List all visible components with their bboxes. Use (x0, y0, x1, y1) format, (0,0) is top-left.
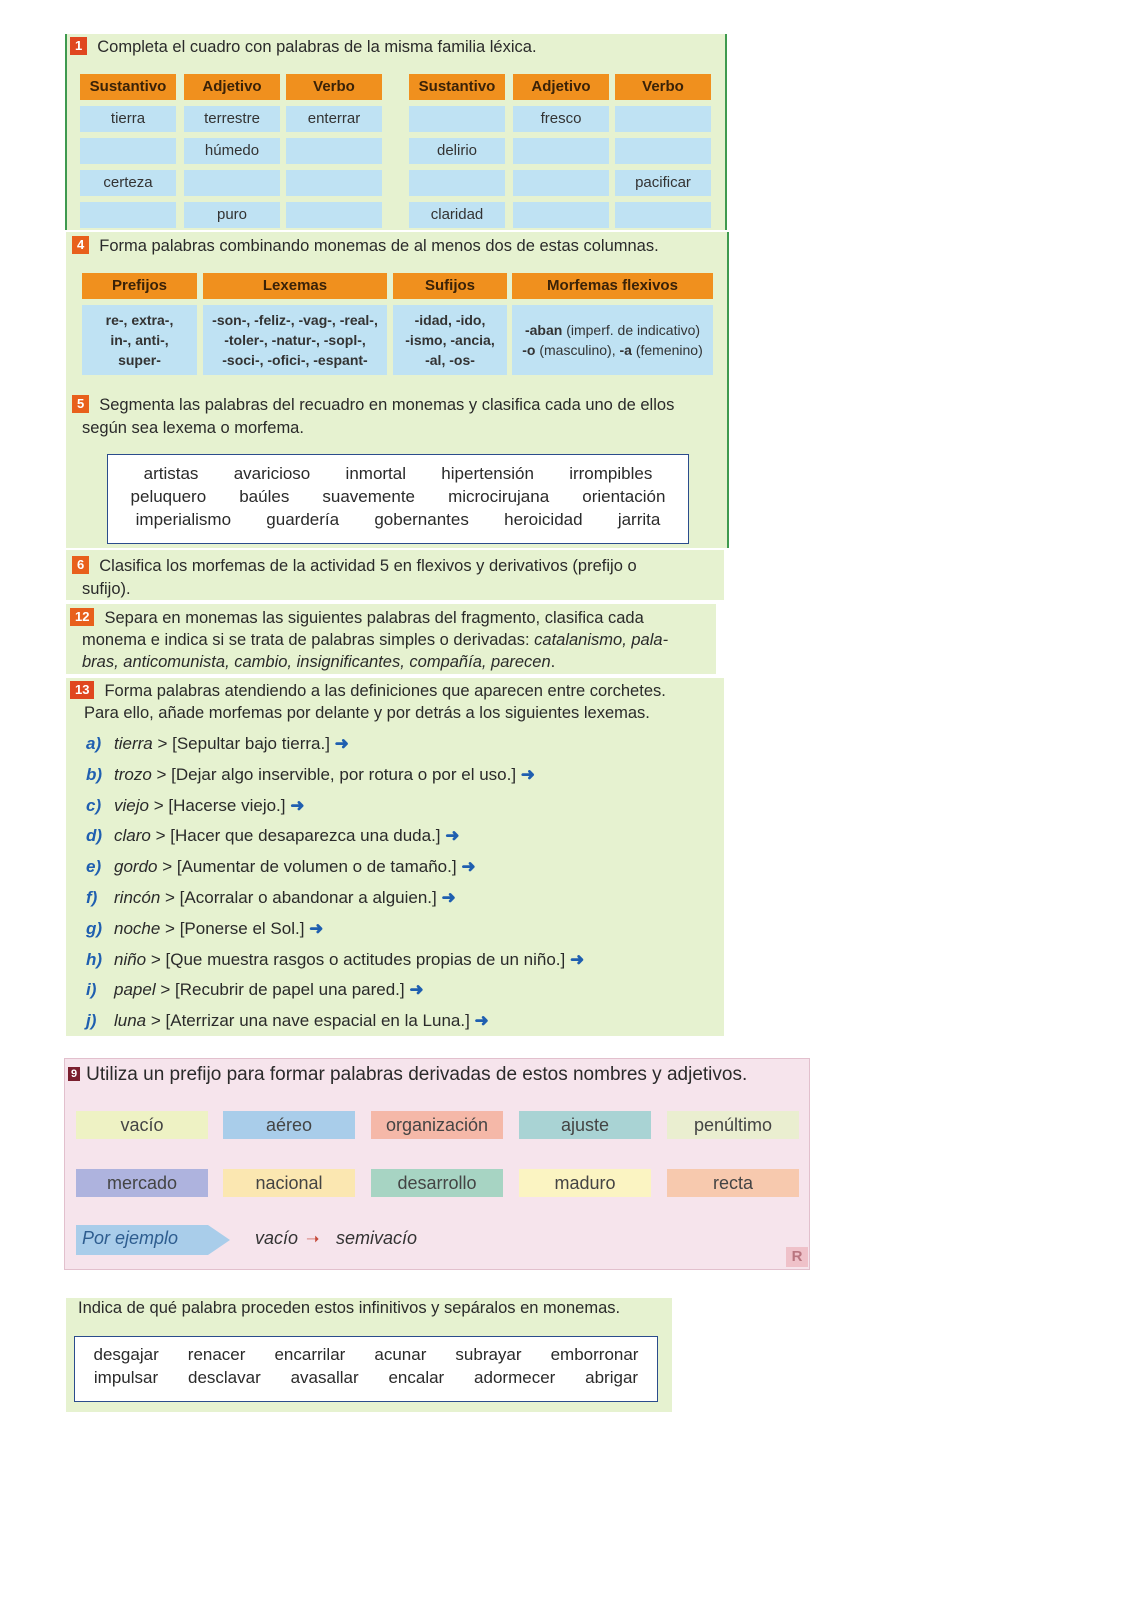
word-chip: nacional (223, 1169, 355, 1197)
word: gobernantes (374, 510, 469, 529)
item-letter: h) (86, 949, 103, 969)
exercise-12-line3 (82, 651, 555, 674)
word-chip: aéreo (223, 1111, 355, 1139)
table-cell (184, 170, 280, 196)
table-cell: enterrar (286, 106, 382, 132)
exercise-number: 6 (72, 556, 89, 574)
exercise-4-border (727, 232, 729, 548)
exercise-12-title (70, 607, 644, 630)
table-cell: húmedo (184, 138, 280, 164)
item-definition: > [Hacer que desaparezca una duda.] (150, 826, 446, 846)
exercise-13-title (70, 680, 666, 703)
table-cell (286, 202, 382, 228)
word-row (108, 487, 688, 507)
prefijos-line: super- (118, 352, 161, 368)
table-cell (615, 106, 711, 132)
exercise-number: 4 (72, 236, 89, 254)
word: adormecer (474, 1368, 556, 1387)
table-cell (286, 138, 382, 164)
word: desclavar (187, 1368, 261, 1387)
item-definition: > [Aumentar de volumen o de tamaño.] (157, 857, 462, 877)
table-cell (513, 138, 609, 164)
exercise-1-panel (66, 34, 726, 230)
word: acunar (374, 1345, 427, 1364)
arrow-right-icon: ➜ (290, 795, 305, 815)
item-lexeme: claro (114, 826, 151, 846)
exercise-number: 12 (70, 608, 94, 626)
example-arrow-icon: ➝ (306, 1231, 320, 1248)
table-cell: claridad (409, 202, 505, 228)
table-cell (409, 170, 505, 196)
definition-item (86, 855, 476, 879)
table-cell: delirio (409, 138, 505, 164)
flexivo-morpheme: -a (619, 342, 632, 358)
word-chip: maduro (519, 1169, 651, 1197)
item-definition: > [Aterrizar una nave espacial en la Luna.] (146, 1011, 475, 1031)
word-chip: ajuste (519, 1111, 651, 1139)
exercise-1-instruction: Completa el cuadro con palabras de la misma familia léxica. (97, 38, 537, 56)
table-cell: puro (184, 202, 280, 228)
arrow-right-icon: ➜ (334, 734, 349, 753)
exercise-5-instruction: Segmenta las palabras del recuadro en monemas y clasifica cada uno de ellos (99, 396, 675, 414)
arrow-right-icon: ➜ (569, 949, 585, 969)
exercise-12-line1: Separa en monemas las siguientes palabras del fragmento, clasifica cada (104, 609, 644, 627)
exercise-6-title-line2: sufijo). (82, 580, 131, 598)
flexivo-desc: (femenino) (631, 342, 703, 358)
item-letter: a) (86, 734, 102, 753)
item-lexeme: trozo (114, 764, 152, 784)
item-letter: e) (86, 857, 102, 877)
word-row (75, 1345, 657, 1365)
table-header: Verbo (615, 74, 711, 100)
flexivo-desc: (imperf. de indicativo) (562, 322, 701, 338)
item-definition: > [Ponerse el Sol.] (160, 918, 310, 938)
table-cell (286, 170, 382, 196)
sufijos-cell (393, 305, 507, 375)
flexivos-cell (512, 305, 713, 375)
exercise-4-title (72, 235, 659, 258)
item-lexeme: luna (114, 1011, 147, 1031)
item-letter: c) (86, 795, 102, 815)
exercise-1-border-right (725, 34, 727, 230)
exercise-5-wordbox (107, 454, 689, 544)
prefijos-cell (82, 305, 197, 375)
prefijos-line: in-, anti-, (110, 332, 169, 348)
item-lexeme: noche (114, 918, 161, 938)
table-cell (615, 202, 711, 228)
item-letter: g) (86, 918, 103, 938)
exercise-12-text: monema e indica si se trata de palabras simples o derivadas: (82, 631, 535, 649)
item-letter: i) (86, 980, 97, 1000)
arrow-right-icon: ➜ (309, 918, 324, 938)
definition-item (86, 978, 424, 1002)
word: jarrita (617, 510, 661, 529)
definition-item (86, 824, 460, 848)
definition-item (86, 794, 304, 818)
item-definition: > [Dejar algo inservible, por rotura o por el uso.] (151, 764, 521, 784)
exercise-12-words: bras, anticomunista, cambio, insignificantes, compañía, parecen (82, 653, 551, 671)
item-lexeme: niño (114, 949, 147, 969)
item-letter: f) (86, 888, 98, 907)
word: impulsar (93, 1368, 159, 1387)
sufijos-line: -al, -os- (425, 352, 475, 368)
exercise-12-text: . (550, 653, 556, 671)
corner-badge: R (786, 1247, 808, 1267)
exercise-number: 9 (68, 1067, 80, 1081)
table-cell (409, 106, 505, 132)
table-header: Sustantivo (409, 74, 505, 100)
flexivo-morpheme: -o (522, 342, 536, 358)
table-cell (513, 202, 609, 228)
word: guardería (266, 510, 340, 529)
table-header: Adjetivo (513, 74, 609, 100)
word: encarrilar (274, 1345, 346, 1364)
arrow-right-icon: ➜ (474, 1011, 489, 1031)
exercise-9-instruction: Utiliza un prefijo para formar palabras derivadas de estos nombres y adjetivos. (86, 1064, 748, 1085)
word: irrompibles (569, 464, 653, 483)
example-label: Por ejemplo (82, 1228, 179, 1248)
word: desgajar (93, 1345, 159, 1364)
word-chip: penúltimo (667, 1111, 799, 1139)
definition-item (86, 886, 456, 910)
item-letter: b) (86, 764, 103, 784)
word: avaricioso (233, 464, 311, 483)
lexemas-line: -toler-, -natur-, -sopl-, (224, 332, 366, 348)
exercise-number: 5 (72, 395, 89, 413)
exercise-13-line1: Forma palabras atendiendo a las definiciones que aparecen entre corchetes. (104, 682, 666, 700)
table-cell: fresco (513, 106, 609, 132)
table-cell: pacificar (615, 170, 711, 196)
exercise-12-line2 (82, 629, 668, 652)
table-cell (80, 202, 176, 228)
lexemas-line: -soci-, -ofici-, -espant- (222, 352, 368, 368)
exercise-6-title (72, 555, 637, 578)
word: renacer (187, 1345, 246, 1364)
exercise-1-title (70, 36, 537, 59)
word: avasallar (290, 1368, 359, 1387)
word-chip: organización (371, 1111, 503, 1139)
word: suavemente (322, 487, 416, 506)
flexivo-desc: (masculino), (535, 342, 620, 358)
exercise-13-line2: Para ello, añade morfemas por delante y por detrás a los siguientes lexemas. (84, 704, 650, 722)
word: orientación (582, 487, 666, 506)
definition-item (86, 948, 584, 972)
item-definition: > [Recubrir de papel una pared.] (155, 980, 410, 1000)
table-cell (615, 138, 711, 164)
example-from: vacío (255, 1228, 299, 1248)
arrow-right-icon: ➜ (461, 857, 476, 877)
word-chip: vacío (76, 1111, 208, 1139)
word: abrigar (585, 1368, 639, 1387)
item-definition: > [Acorralar o abandonar a alguien.] (160, 888, 442, 907)
word: heroicidad (504, 510, 583, 529)
word: hipertensión (441, 464, 534, 483)
flexivos-line (522, 340, 703, 360)
header-morfemas-flexivos: Morfemas flexivos (512, 273, 713, 299)
item-definition: > [Hacerse viejo.] (148, 795, 291, 815)
table-cell: tierra (80, 106, 176, 132)
item-lexeme: tierra (114, 734, 153, 753)
header-sufijos: Sufijos (393, 273, 507, 299)
word-chip: desarrollo (371, 1169, 503, 1197)
flexivos-line (525, 320, 700, 340)
definition-item (86, 732, 349, 756)
arrow-right-icon: ➜ (445, 826, 460, 846)
word: peluquero (130, 487, 207, 506)
example-to: semivacío (336, 1228, 418, 1248)
word: inmortal (345, 464, 407, 483)
exercise-5-title-line2: según sea lexema o morfema. (82, 419, 304, 437)
item-letter: j) (86, 1011, 97, 1031)
word: artistas (143, 464, 199, 483)
word-row (108, 510, 688, 530)
exercise-12-words: catalanismo, pala- (534, 631, 669, 649)
item-definition: > [Que muestra rasgos o actitudes propias de un niño.] (146, 949, 570, 969)
word: microcirujana (448, 487, 550, 506)
header-prefijos: Prefijos (82, 273, 197, 299)
exercise-5-title (72, 394, 674, 417)
exercise-1-border (65, 34, 67, 230)
table-header: Verbo (286, 74, 382, 100)
word: imperialismo (135, 510, 232, 529)
table-cell: terrestre (184, 106, 280, 132)
prefijos-line: re-, extra-, (105, 312, 174, 328)
table-header: Sustantivo (80, 74, 176, 100)
exercise-last-title: Indica de qué palabra proceden estos infinitivos y sepáralos en monemas. (78, 1299, 621, 1317)
lexemas-cell (203, 305, 387, 375)
table-cell (80, 138, 176, 164)
word-row (108, 464, 688, 484)
sufijos-line: -ismo, -ancia, (405, 332, 495, 348)
table-header: Adjetivo (184, 74, 280, 100)
word: emborronar (550, 1345, 639, 1364)
exercise-number: 1 (70, 37, 87, 55)
arrow-right-icon: ➜ (441, 888, 456, 907)
arrow-right-icon: ➜ (520, 764, 536, 784)
definition-item (86, 763, 535, 787)
exercise-6-instruction: Clasifica los morfemas de la actividad 5 en flexivos y derivativos (prefijo o (99, 557, 637, 575)
item-lexeme: rincón (114, 888, 161, 907)
word-row (75, 1368, 657, 1388)
table-cell: certeza (80, 170, 176, 196)
arrow-right-icon: ➜ (409, 980, 424, 1000)
exercise-last-wordbox (74, 1336, 658, 1402)
definition-item (86, 1009, 489, 1033)
item-definition: > [Sepultar bajo tierra.] (152, 734, 335, 753)
word-chip: recta (667, 1169, 799, 1197)
item-lexeme: gordo (114, 857, 158, 877)
word: baúles (239, 487, 290, 506)
exercise-9-title (68, 1063, 747, 1086)
item-lexeme: papel (114, 980, 156, 1000)
table-cell (513, 170, 609, 196)
sufijos-line: -idad, -ido, (414, 312, 486, 328)
word: subrayar (455, 1345, 522, 1364)
header-lexemas: Lexemas (203, 273, 387, 299)
flexivo-morpheme: -aban (524, 322, 563, 338)
item-lexeme: viejo (114, 795, 149, 815)
lexemas-line: -son-, -feliz-, -vag-, -real-, (212, 312, 378, 328)
exercise-4-instruction: Forma palabras combinando monemas de al menos dos de estas columnas. (99, 237, 659, 255)
item-letter: d) (86, 826, 103, 846)
word-chip: mercado (76, 1169, 208, 1197)
exercise-number: 13 (70, 681, 94, 699)
definition-item (86, 917, 323, 941)
word: encalar (388, 1368, 445, 1387)
